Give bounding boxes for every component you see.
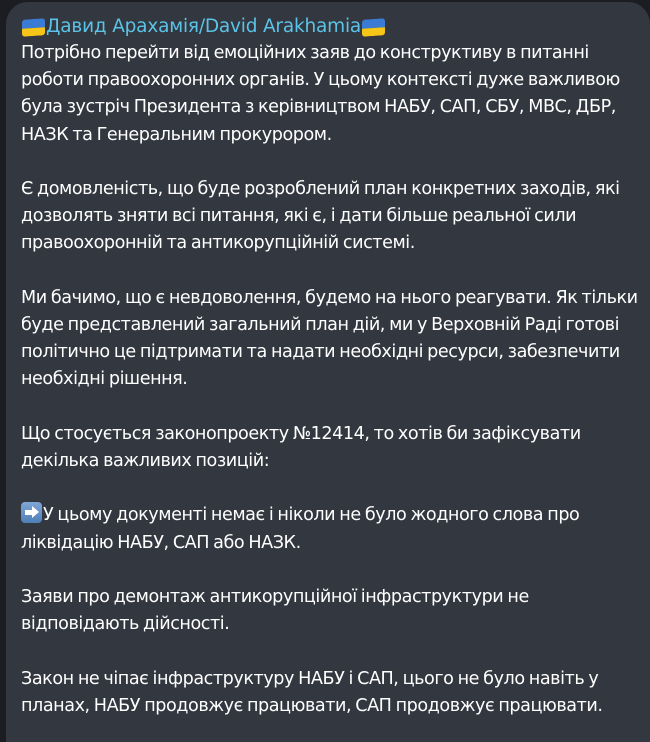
message-paragraph: Що стосується законопроекту №12414, то хотів би зафіксувати декілька важливих позицій: [21, 423, 581, 471]
message-paragraph: Ми бачимо, що є невдоволення, будемо на нього реагувати. Як тільки буде представлений загальний план дій, ми у Верховній Раді готові політично це підтримати та надати необхідні ресурси, забезпечити необхідні рішення. [21, 287, 638, 390]
right-arrow-icon [21, 502, 42, 523]
message-paragraph: Є домовленість, що буде розроблений план конкретних заходів, які дозволять зняти всі питання, які є, і дати більше реальної сили правоохоронній та антикорупційній системі. [21, 179, 620, 254]
message-paragraph: Заяви про демонтаж антикорупційної інфраструктури не відповідають дійсності. [21, 586, 529, 635]
message-text [21, 40, 646, 720]
ukraine-flag-icon [22, 18, 45, 37]
author-name[interactable]: Давид Арахамія/David Arakhamia [46, 16, 362, 37]
bullet-text: У цьому документі немає і ніколи не було жодного слова про ліквідацію НАБУ, САП або НАЗК. [21, 505, 580, 553]
message-paragraph: Потрібно перейти від емоційних заяв до конструктиву в питанні роботи правоохоронних органів. У цьому контексті дуже важливою була зустріч Президента з керівництвом НАБУ, САП, СБУ, МВС, ДБР, НАЗК та Генеральним прокурором. [21, 43, 620, 145]
message-author[interactable] [21, 14, 650, 40]
message-paragraph: Закон не чіпає інфраструктуру НАБУ і САП, цього не було навіть у планах, НАБУ продовжує працювати, САП продовжує працювати. [21, 668, 603, 716]
message-paragraph-bullet [21, 502, 646, 556]
ukraine-flag-icon [362, 18, 385, 37]
message-bubble [6, 2, 650, 742]
